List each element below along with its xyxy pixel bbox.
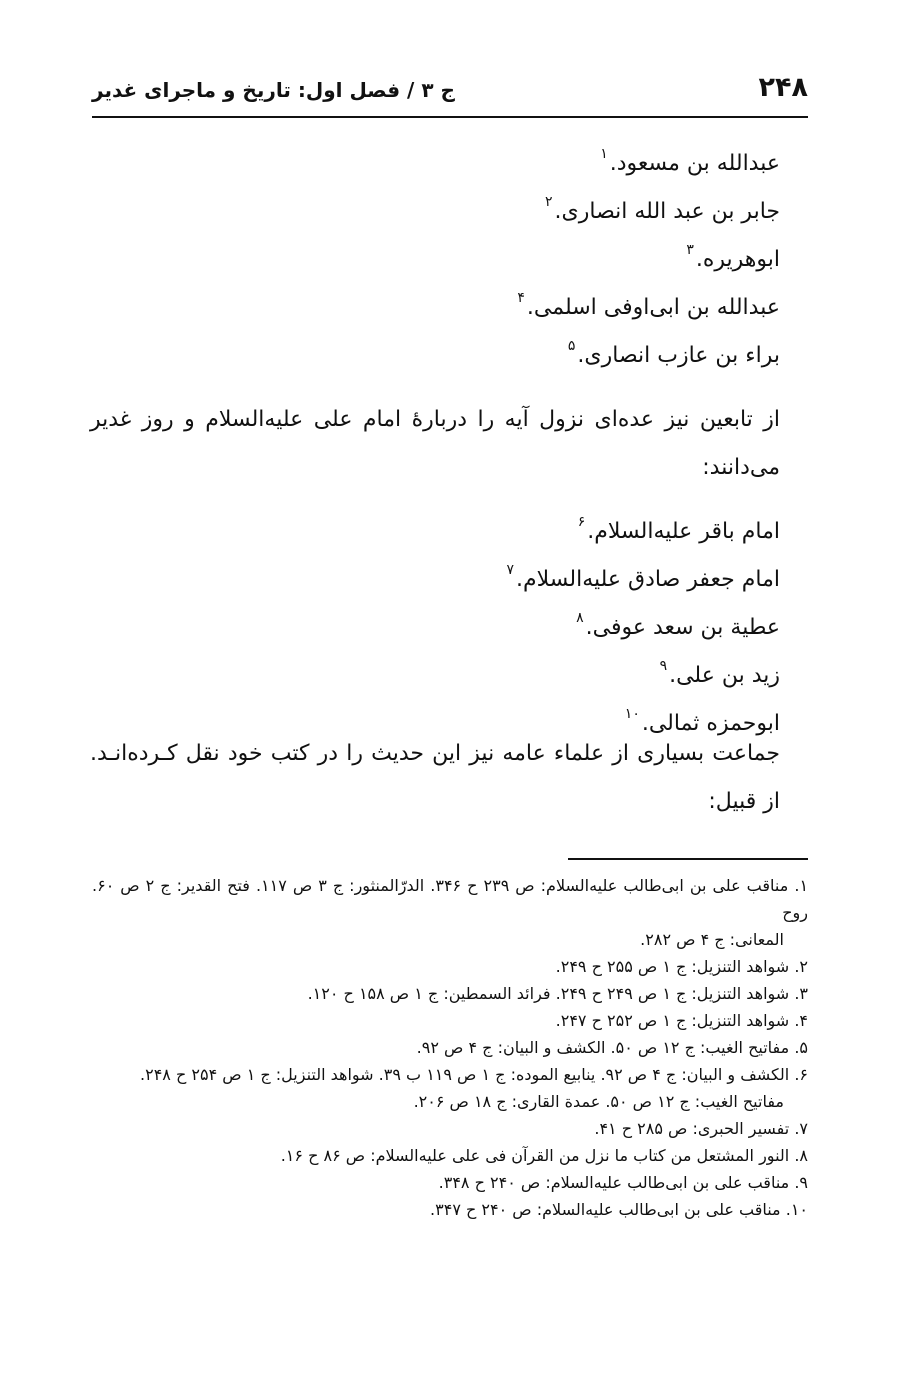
list-item xyxy=(90,188,780,236)
companion-name: عبدالله بن مسعود. xyxy=(609,151,780,176)
page-number: ۲۴۸ xyxy=(758,72,808,103)
footnote-number: ۱۰. xyxy=(785,1200,808,1219)
footnote xyxy=(92,1196,808,1223)
footnote-text: الکشف و البیان: ج ۴ ص ۹۲. ینابیع الموده: ج ۱ ص ۱۱۹ ب ۳۹. شواهد التنزیل: ج ۱ ص ۲۵۴ ح ۲۴۸. xyxy=(140,1065,790,1084)
list-item xyxy=(90,140,780,188)
companion-name: جابر بن عبد الله انصاری. xyxy=(554,199,780,224)
tabii-name: امام باقر علیه‌السلام. xyxy=(587,519,780,544)
footnote-rule xyxy=(568,858,808,860)
footnote-text: مناقب علی بن ابی‌طالب علیه‌السلام: ص ۲۴۰ ح ۳۴۸. xyxy=(438,1173,790,1192)
footnote-text: مفاتیح الغیب: ج ۱۲ ص ۵۰. الکشف و البیان: ج ۴ ص ۹۲. xyxy=(416,1038,790,1057)
footnote xyxy=(92,1061,808,1115)
list-item xyxy=(90,284,780,332)
footnote-text: مناقب علی بن ابی‌طالب علیه‌السلام: ص ۲۴۰ ح ۳۴۷. xyxy=(430,1200,781,1219)
footnote-number: ۲. xyxy=(794,957,808,976)
footnote-ref: ۵ xyxy=(567,338,576,354)
header-rule xyxy=(92,116,808,118)
list-item xyxy=(90,332,780,380)
footnote xyxy=(92,1007,808,1034)
footnote xyxy=(92,1034,808,1061)
footnote-ref: ۸ xyxy=(576,610,584,626)
footnote-text: مناقب علی بن ابی‌طالب علیه‌السلام: ص ۲۳۹ ح ۳۴۶. الدرّالمنثور: ج ۳ ص ۱۱۷. فتح القدیر: ج ۲ ص ۶۰. روح xyxy=(92,876,808,922)
footnote-ref: ۷ xyxy=(506,562,515,578)
footnote-number: ۳. xyxy=(794,984,808,1003)
footnote-ref: ۹ xyxy=(659,658,668,674)
tabii-name: ابوحمزه ثمالی. xyxy=(641,711,780,736)
footnote xyxy=(92,872,808,953)
footnote-ref: ۳ xyxy=(686,242,694,258)
page-header xyxy=(92,68,808,118)
footnote-continuation: مفاتیح الغیب: ج ۱۲ ص ۵۰. عمدة القاری: ج ۱۸ ص ۲۰۶. xyxy=(413,1092,784,1111)
tabii-name: امام جعفر صادق علیه‌السلام. xyxy=(516,567,780,592)
footnote-ref: ۱ xyxy=(600,146,608,162)
footnote-number: ۱. xyxy=(794,876,809,895)
list-item xyxy=(90,236,780,284)
footnote-continuation: المعانی: ج ۴ ص ۲۸۲. xyxy=(640,930,784,949)
footnote xyxy=(92,953,808,980)
tabiin-intro: از تابعین نیز عده‌ای نزول آیه را دربارۀ امام علی علیه‌السلام و روز غدیر می‌دانند: xyxy=(90,407,780,480)
tabii-name: زید بن علی. xyxy=(669,663,780,688)
footnote-text: شواهد التنزیل: ج ۱ ص ۲۴۹ ح ۲۴۹. فرائد السمطین: ج ۱ ص ۱۵۸ ح ۱۲۰. xyxy=(307,984,790,1003)
footnote xyxy=(92,980,808,1007)
footnote xyxy=(92,1142,808,1169)
footnote-number: ۸. xyxy=(794,1146,808,1165)
tabii-name: عطیة بن سعد عوفی. xyxy=(585,615,780,640)
footnote-text: تفسیر الحبری: ص ۲۸۵ ح ۴۱. xyxy=(594,1119,790,1138)
companion-name: عبدالله بن ابی‌اوفی اسلمی. xyxy=(526,295,780,320)
footnote-text: شواهد التنزیل: ج ۱ ص ۲۵۲ ح ۲۴۷. xyxy=(555,1011,790,1030)
footnote-number: ۷. xyxy=(794,1119,808,1138)
footnote xyxy=(92,1169,808,1196)
list-item xyxy=(90,604,780,652)
running-title: ج ۳ / فصل اول: تاریخ و ماجرای غدیر xyxy=(92,78,455,102)
companion-name: براء بن عازب انصاری. xyxy=(577,343,780,368)
tabiin-list xyxy=(90,508,780,748)
footnote-ref: ۲ xyxy=(545,194,553,210)
companions-list xyxy=(90,140,780,380)
footnote-ref: ۱۰ xyxy=(624,706,640,722)
footnote-ref: ۴ xyxy=(517,290,525,306)
footnote-number: ۵. xyxy=(794,1038,808,1057)
footnote-text: شواهد التنزیل: ج ۱ ص ۲۵۵ ح ۲۴۹. xyxy=(555,957,790,976)
footnote-text: النور المشتعل من کتاب ما نزل من القرآن فی علی علیه‌السلام: ص ۸۶ ح ۱۶. xyxy=(280,1146,790,1165)
list-item xyxy=(90,556,780,604)
footnote-ref: ۶ xyxy=(577,514,586,530)
list-item xyxy=(90,508,780,556)
footnote-number: ۹. xyxy=(794,1173,808,1192)
main-text xyxy=(90,140,780,748)
footnote-number: ۴. xyxy=(794,1011,808,1030)
footnotes xyxy=(92,872,808,1223)
companion-name: ابوهریره. xyxy=(695,247,780,272)
footnote xyxy=(92,1115,808,1142)
footnote-number: ۶. xyxy=(794,1065,808,1084)
list-item xyxy=(90,652,780,700)
closing-paragraph: جماعت بسیاری از علماء عامه نیز این حدیث را در کتب خود نقل کـرده‌انـد. از قبیل: xyxy=(90,741,780,814)
